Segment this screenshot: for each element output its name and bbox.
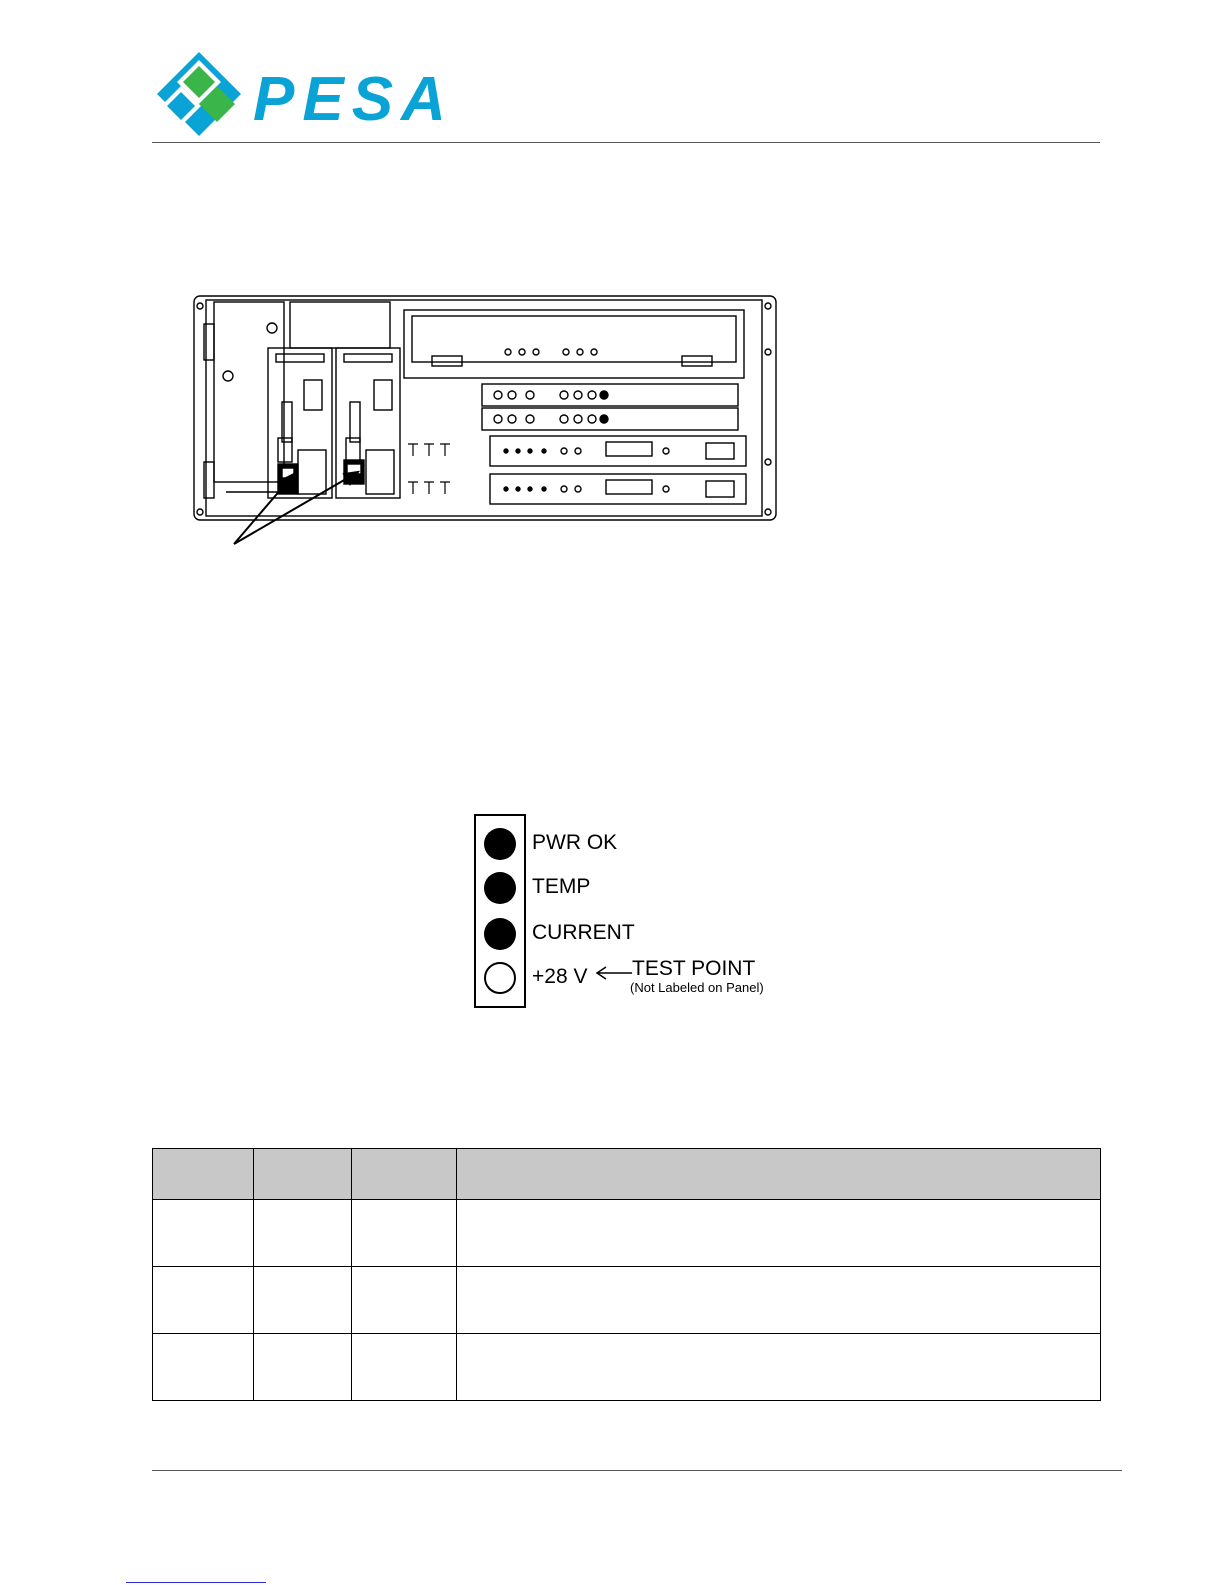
test-point-label: TEST POINT <box>632 957 756 980</box>
table-cell <box>352 1267 457 1334</box>
led-status-table <box>152 1148 1101 1401</box>
table-cell <box>254 1267 352 1334</box>
table-row <box>153 1200 1101 1267</box>
table-cell <box>254 1200 352 1267</box>
header-divider <box>152 142 1100 143</box>
temp-label: TEMP <box>532 875 591 898</box>
logo-diamond-mark <box>157 52 241 136</box>
pesa-logo <box>155 52 565 144</box>
table-row <box>153 1267 1101 1334</box>
table-header-cell <box>352 1149 457 1200</box>
table-cell <box>153 1267 254 1334</box>
table-cell <box>457 1200 1101 1267</box>
pwr-ok-label: PWR OK <box>532 831 618 854</box>
table-row <box>153 1334 1101 1401</box>
test-point-jack <box>484 962 516 994</box>
table-cell <box>254 1334 352 1401</box>
pwr-ok-led <box>484 828 516 860</box>
left-arrow-icon <box>594 963 634 983</box>
chassis-front-view-figure <box>186 292 786 550</box>
footer-divider <box>152 1470 1122 1471</box>
plus-28v-label: +28 V <box>532 965 588 988</box>
table-header-row <box>153 1149 1101 1200</box>
led-indicator-panel <box>474 814 526 1008</box>
table-cell <box>352 1200 457 1267</box>
table-header-cell <box>153 1149 254 1200</box>
table-cell <box>457 1334 1101 1401</box>
table-header-cell <box>254 1149 352 1200</box>
control-card-1 <box>490 436 746 466</box>
table-header-cell <box>457 1149 1101 1200</box>
footer-link-underline[interactable] <box>126 1582 266 1583</box>
current-led <box>484 918 516 950</box>
table-cell <box>153 1200 254 1267</box>
table-cell <box>457 1267 1101 1334</box>
io-card-1 <box>482 384 738 406</box>
power-supply-module-1 <box>268 348 332 498</box>
logo-wordmark: PESA <box>253 65 454 134</box>
temp-led <box>484 872 516 904</box>
test-point-note: (Not Labeled on Panel) <box>630 980 764 995</box>
table-cell <box>153 1334 254 1401</box>
table-cell <box>352 1334 457 1401</box>
control-card-2 <box>490 474 746 504</box>
io-card-2 <box>482 408 738 430</box>
current-label: CURRENT <box>532 921 635 944</box>
